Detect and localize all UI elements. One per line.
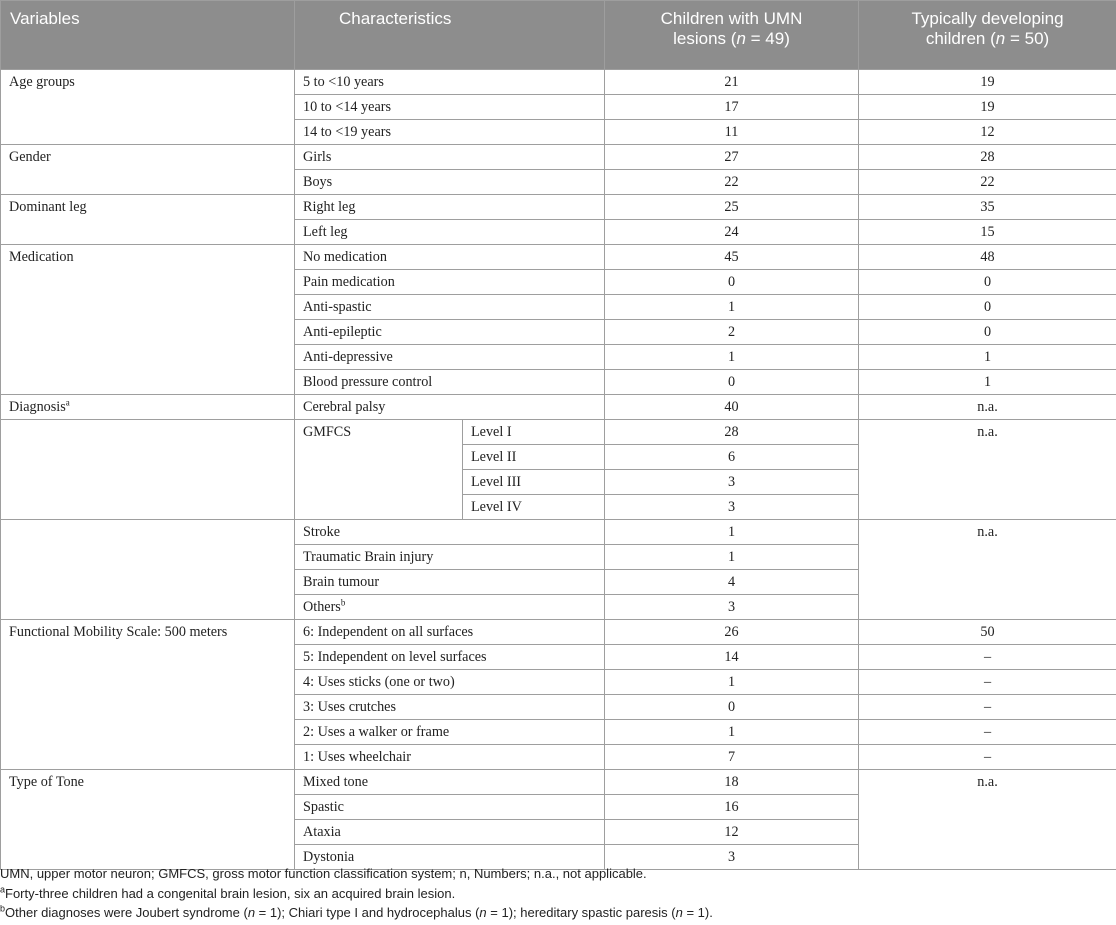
td-value: 0: [859, 270, 1116, 295]
characteristic-cell: Traumatic Brain injury: [295, 545, 605, 570]
td-value: 0: [859, 320, 1116, 345]
table-row: [1, 195, 1116, 220]
table-row: [1, 520, 1116, 545]
umn-value: 28: [605, 420, 859, 445]
empty-cell: [1, 520, 295, 620]
td-value: 0: [859, 295, 1116, 320]
umn-value: 4: [605, 570, 859, 595]
umn-value: 3: [605, 470, 859, 495]
umn-value: 0: [605, 270, 859, 295]
table-row: [1, 420, 1116, 445]
table-row: [1, 145, 1116, 170]
umn-value: 1: [605, 520, 859, 545]
umn-value: 40: [605, 395, 859, 420]
umn-value: 45: [605, 245, 859, 270]
header-typically-developing: Typically developing children (n = 50): [859, 1, 1116, 70]
umn-value: 3: [605, 595, 859, 620]
umn-value: 3: [605, 845, 859, 870]
characteristic-cell: Ataxia: [295, 820, 605, 845]
td-value: 15: [859, 220, 1116, 245]
characteristic-cell: 2: Uses a walker or frame: [295, 720, 605, 745]
variable-functional-mobility: Functional Mobility Scale: 500 meters: [1, 620, 295, 770]
td-value: 1: [859, 345, 1116, 370]
umn-value: 16: [605, 795, 859, 820]
gmfcs-level: Level IV: [463, 495, 605, 520]
td-value: 19: [859, 95, 1116, 120]
umn-value: 21: [605, 70, 859, 95]
gmfcs-level: Level II: [463, 445, 605, 470]
td-value: –: [859, 745, 1116, 770]
variable-gender: Gender: [1, 145, 295, 195]
gmfcs-level: Level I: [463, 420, 605, 445]
characteristic-cell: 5 to <10 years: [295, 70, 605, 95]
variable-dominant-leg: Dominant leg: [1, 195, 295, 245]
td-value: –: [859, 720, 1116, 745]
variable-type-of-tone: Type of Tone: [1, 770, 295, 870]
variable-age-groups: Age groups: [1, 70, 295, 145]
umn-value: 2: [605, 320, 859, 345]
umn-value: 1: [605, 720, 859, 745]
td-value: 48: [859, 245, 1116, 270]
characteristic-cell: Cerebral palsy: [295, 395, 605, 420]
header-characteristics: Characteristics: [295, 1, 605, 70]
umn-value: 12: [605, 820, 859, 845]
umn-value: 22: [605, 170, 859, 195]
td-value: –: [859, 695, 1116, 720]
gmfcs-level: Level III: [463, 470, 605, 495]
footnote-a: $^a$Forty-three children had a congenital brain lesion, six an acquired brain lesion.: [0, 884, 456, 901]
characteristic-cell: Anti-spastic: [295, 295, 605, 320]
umn-value: 1: [605, 295, 859, 320]
td-value: –: [859, 645, 1116, 670]
characteristic-cell: Anti-depressive: [295, 345, 605, 370]
header-umn: Children with UMN lesions (n = 49): [605, 1, 859, 70]
table-row: [1, 770, 1116, 795]
abbreviations-note: UMN, upper motor neuron; GMFCS, gross motor function classification system; n, Numbers; n.a., not applicable.: [0, 866, 647, 881]
header-variables: Variables: [1, 1, 295, 70]
characteristic-cell: Others$^b$: [295, 595, 605, 620]
characteristic-cell: Pain medication: [295, 270, 605, 295]
umn-value: 27: [605, 145, 859, 170]
umn-value: 3: [605, 495, 859, 520]
characteristic-cell: Spastic: [295, 795, 605, 820]
characteristic-cell: Mixed tone: [295, 770, 605, 795]
umn-value: 25: [605, 195, 859, 220]
characteristic-cell: Stroke: [295, 520, 605, 545]
characteristic-cell: 4: Uses sticks (one or two): [295, 670, 605, 695]
umn-value: 7: [605, 745, 859, 770]
td-value: 12: [859, 120, 1116, 145]
characteristic-cell: 10 to <14 years: [295, 95, 605, 120]
characteristic-cell: Anti-epileptic: [295, 320, 605, 345]
characteristic-cell: 1: Uses wheelchair: [295, 745, 605, 770]
table-body: [1, 70, 1116, 870]
variable-medication: Medication: [1, 245, 295, 395]
td-value: 50: [859, 620, 1116, 645]
umn-value: 14: [605, 645, 859, 670]
umn-value: 17: [605, 95, 859, 120]
umn-value: 6: [605, 445, 859, 470]
characteristic-cell: Blood pressure control: [295, 370, 605, 395]
td-value: 22: [859, 170, 1116, 195]
td-value: 1: [859, 370, 1116, 395]
characteristic-cell: 14 to <19 years: [295, 120, 605, 145]
umn-value: 18: [605, 770, 859, 795]
umn-value: 1: [605, 345, 859, 370]
td-value: n.a.: [859, 420, 1116, 520]
umn-value: 24: [605, 220, 859, 245]
umn-value: 1: [605, 545, 859, 570]
characteristic-cell: 6: Independent on all surfaces: [295, 620, 605, 645]
characteristic-cell: Left leg: [295, 220, 605, 245]
umn-value: 0: [605, 370, 859, 395]
table-row: [1, 245, 1116, 270]
empty-cell: [1, 420, 295, 520]
umn-value: 11: [605, 120, 859, 145]
characteristic-cell: Dystonia: [295, 845, 605, 870]
umn-value: 0: [605, 695, 859, 720]
footnote-b: $^b$Other diagnoses were Joubert syndrome (n = 1); Chiari type I and hydrocephalus (n = 1); hereditary spastic paresis (n = 1).: [0, 903, 713, 920]
umn-value: 1: [605, 670, 859, 695]
umn-value: 26: [605, 620, 859, 645]
table-row: [1, 70, 1116, 95]
characteristic-cell: Brain tumour: [295, 570, 605, 595]
characteristic-cell: 5: Independent on level surfaces: [295, 645, 605, 670]
td-value: 28: [859, 145, 1116, 170]
td-value: –: [859, 670, 1116, 695]
characteristic-cell: 3: Uses crutches: [295, 695, 605, 720]
gmfcs-label: GMFCS: [295, 420, 463, 520]
table-row: [1, 620, 1116, 645]
td-value: 19: [859, 70, 1116, 95]
td-value: 35: [859, 195, 1116, 220]
table-row: [1, 395, 1116, 420]
characteristic-cell: Boys: [295, 170, 605, 195]
td-value: n.a.: [859, 395, 1116, 420]
characteristic-cell: No medication: [295, 245, 605, 270]
characteristic-cell: Girls: [295, 145, 605, 170]
table-footnotes: [0, 864, 1116, 923]
characteristic-cell: Right leg: [295, 195, 605, 220]
variable-diagnosis: Diagnosis$^a$: [1, 395, 295, 420]
td-value: n.a.: [859, 520, 1116, 620]
td-value: n.a.: [859, 770, 1116, 870]
table-header-row: [1, 1, 1116, 70]
